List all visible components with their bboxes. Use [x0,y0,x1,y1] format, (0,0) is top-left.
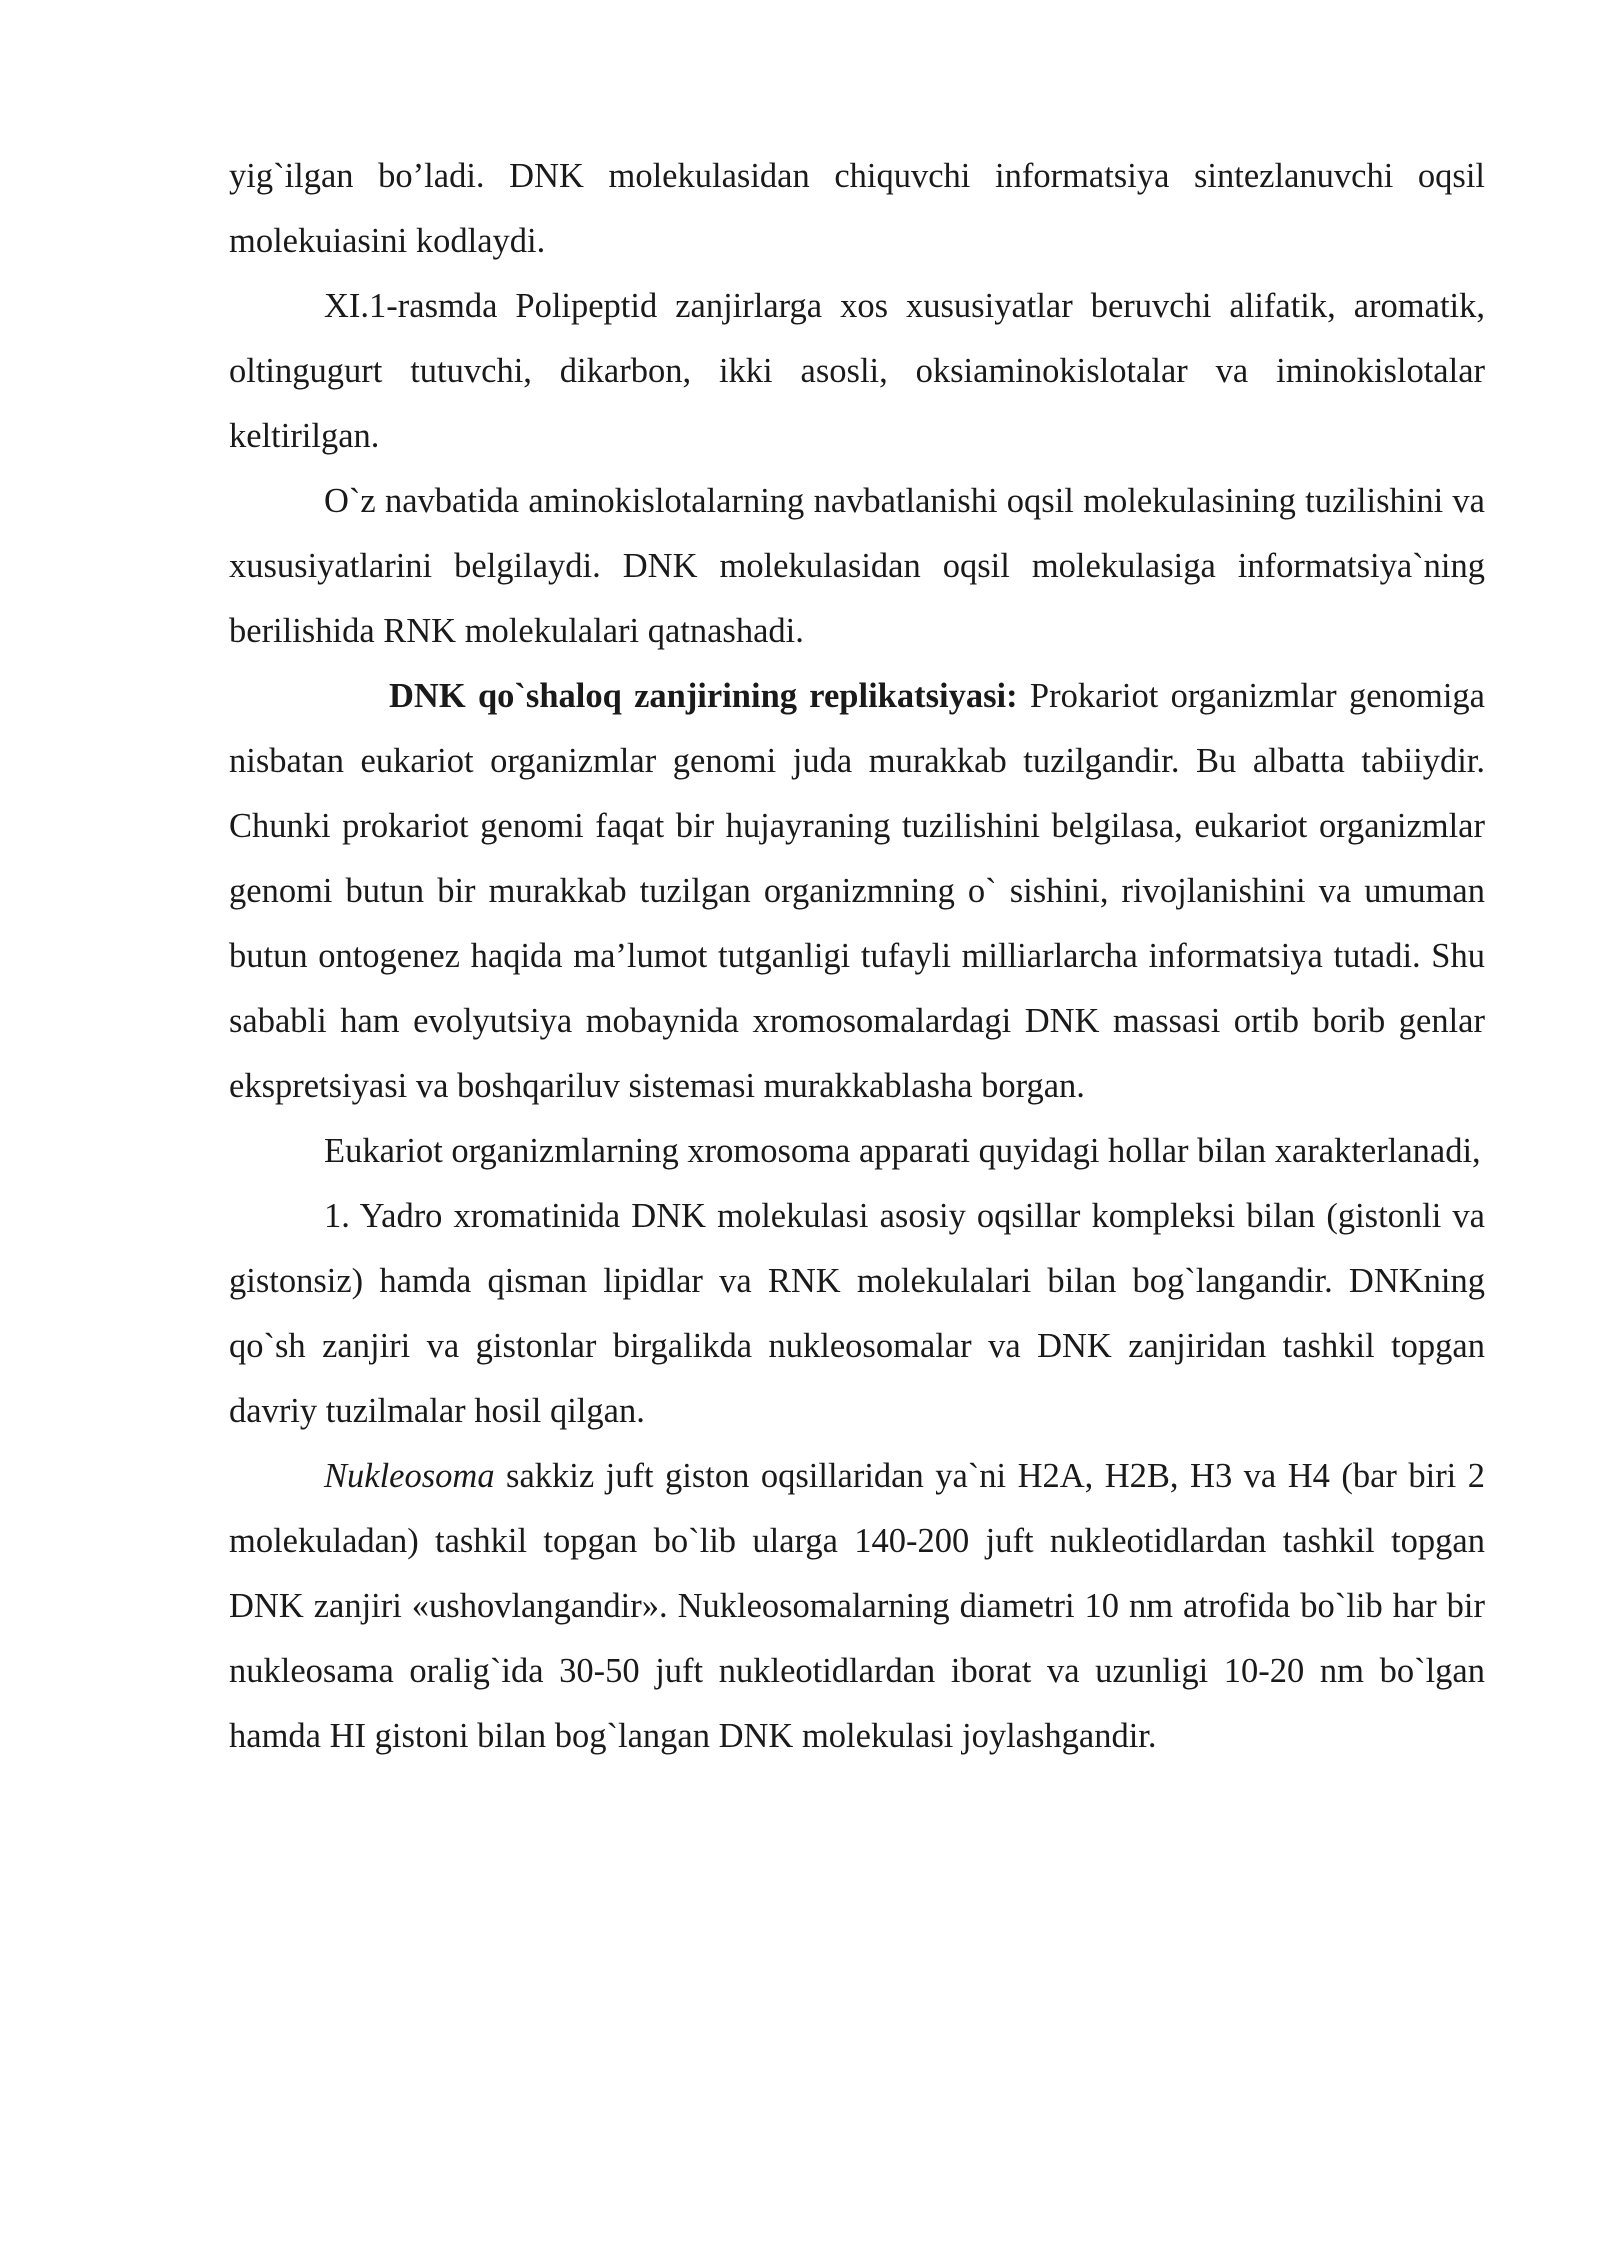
paragraph-text: O`z navbatida aminokislotalarning navbatlanishi oqsil molekulasining tuzilishini va xususiyatlarini belgilaydi. DNK molekulasidan oqsil molekulasiga informatsiya`ning berilishida RNK molekulalari qatnashadi. [229,482,1485,650]
defined-term: Nukleosoma [324,1457,495,1495]
paragraph-text: XI.1-rasmda Polipeptid zanjirlarga xos xususiyatlar beruvchi alifatik, aromatik, oltingugurt tutuvchi, dikarbon, ikki asosli, oksiaminokislotalar va iminokislotalar keltirilgan. [229,287,1485,455]
paragraph-continuation [229,144,1485,274]
document-body [229,144,1485,1769]
section-heading: DNK qo`shaloq zanjirining replikatsiyasi: [389,677,1018,715]
paragraph-text: Eukariot organizmlarning xromosoma apparati quyidagi hollar bilan xarakterlanadi, [324,1132,1481,1170]
paragraph-nucleosome [229,1444,1485,1769]
paragraph-text: sakkiz juft giston oqsillaridan ya`ni H2A, H2B, H3 va H4 (bar biri 2 molekuladan) tashkil topgan bo`lib ularga 140-200 juft nukleotidlardan tashkil topgan DNK zanjiri «ushovlangandir». Nukleosomalarning diametri 10 nm atrofida bo`lib har bir nukleosama oralig`ida 30-50 juft nukleotidlardan iborat va uzunligi 10-20 nm bo`lgan hamda HI gistoni bilan bog`langan DNK molekulasi joylashgandir. [229,1457,1485,1755]
paragraph-chromosome-apparatus [229,1119,1485,1184]
paragraph-amino-acid-sequence [229,469,1485,664]
paragraph-text: yig`ilgan bo’ladi. DNK molekulasidan chiquvchi informatsiya sintezlanuvchi oqsil molekuiasini kodlaydi. [229,157,1485,260]
paragraph-text: 1. Yadro xromatinida DNK molekulasi asosiy oqsillar kompleksi bilan (gistonli va gistonsiz) hamda qisman lipidlar va RNK molekulalari bilan bog`langandir. DNKning qo`sh zanjiri va gistonlar birgalikda nukleosomalar va DNK zanjiridan tashkil topgan davriy tuzilmalar hosil qilgan. [229,1197,1485,1430]
paragraph-figure-reference [229,274,1485,469]
paragraph-dna-replication [229,664,1485,1119]
paragraph-list-item-1 [229,1184,1485,1444]
paragraph-text: Prokariot organizmlar genomiga nisbatan eukariot organizmlar genomi juda murakkab tuzilgandir. Bu albatta tabiiydir. Chunki prokariot genomi faqat bir hujayraning tuzilishini belgilasa, eukariot organizmlar genomi butun bir murakkab tuzilgan organizmning o` sishini, rivojlanishini va umuman butun ontogenez haqida ma’lumot tutganligi tufayli milliarlarcha informatsiya tutadi. Shu sababli ham evolyutsiya mobaynida xromosomalardagi DNK massasi ortib borib genlar ekspretsiyasi va boshqariluv sistemasi murakkablasha borgan. [229,677,1485,1105]
